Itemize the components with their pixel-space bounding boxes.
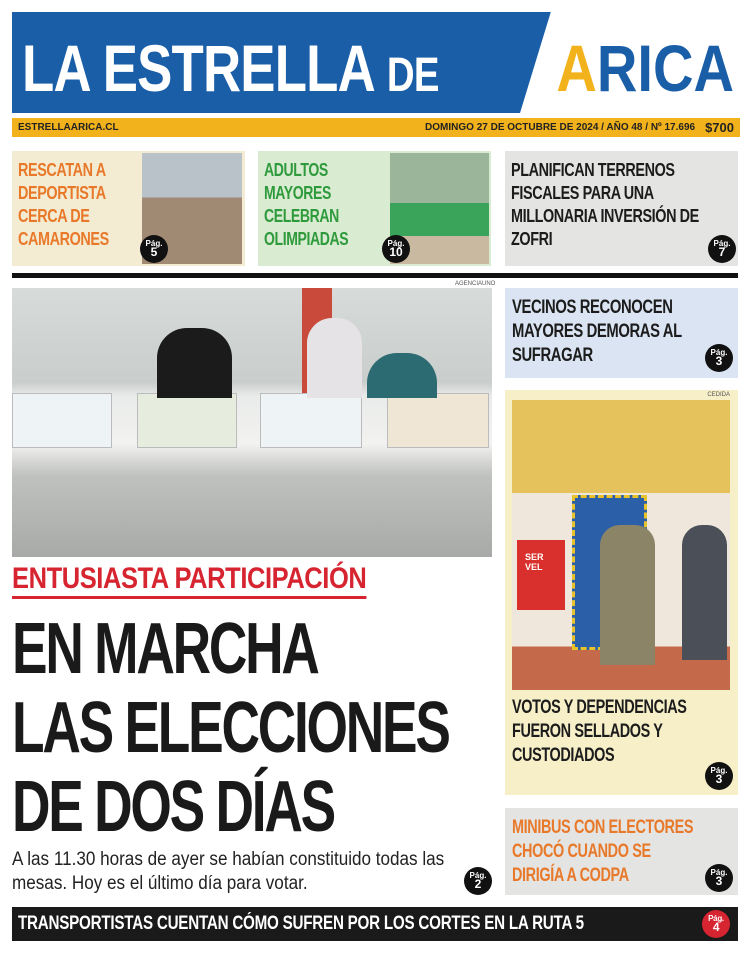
voting-photo	[12, 288, 492, 557]
page-badge: Pág. 10	[382, 235, 410, 263]
teaser-delays[interactable]	[505, 288, 738, 378]
teaser-headline: VOTOS Y DEPENDENCIAS FUERON SELLADOS Y CUSTODIADOS	[512, 697, 687, 766]
date-issue: DOMINGO 27 DE OCTUBRE DE 2024 / AÑO 48 / Nº 17.696	[425, 122, 696, 133]
teaser-rescue[interactable]	[12, 151, 245, 266]
logo-de: DE	[386, 49, 439, 102]
teaser-olympics[interactable]	[258, 151, 491, 266]
page-badge: Pág. 7	[708, 235, 736, 263]
servel-vest: SER VEL	[517, 540, 565, 610]
teaser-headline: VECINOS RECONOCEN MAYORES DEMORAS AL SUFRAGAR	[512, 297, 682, 366]
page-badge: Pág. 5	[140, 235, 168, 263]
photo-credit: CEDIDA	[707, 392, 730, 398]
page-badge: Pág. 2	[464, 867, 492, 895]
main-headline[interactable]: EN MARCHA LAS ELECCIONES DE DOS DÍAS	[12, 609, 449, 847]
page-badge: Pág. 3	[705, 762, 733, 790]
lead-text: A las 11.30 horas de ayer se habían constituido todas las mesas. Hoy es el último día para votar.	[12, 849, 445, 894]
page-badge: Pág. 3	[705, 864, 733, 892]
price: $700	[705, 120, 734, 135]
kicker: ENTUSIASTA PARTICIPACIÓN	[12, 562, 366, 599]
teaser-headline: PLANIFICAN TERRENOS FISCALES PARA UNA MILLONARIA INVERSIÓN DE ZOFRI	[511, 160, 699, 249]
page-badge: Pág. 4	[702, 910, 730, 938]
teaser-minibus[interactable]	[505, 808, 738, 895]
custody-photo	[512, 400, 730, 690]
logo-text: LA ESTRELLA	[22, 31, 374, 105]
teaser-zofri[interactable]	[505, 151, 738, 266]
divider	[12, 273, 738, 278]
teaser-headline: RESCATAN A DEPORTISTA CERCA DE CAMARONES	[18, 160, 109, 249]
masthead-logo	[12, 12, 740, 113]
logo-arica: ARICA	[556, 31, 734, 105]
footer-teaser[interactable]	[12, 907, 738, 941]
info-bar	[12, 118, 740, 137]
teaser-headline: ADULTOS MAYORES CELEBRAN OLIMPIADAS	[264, 160, 349, 249]
footer-headline: TRANSPORTISTAS CUENTAN CÓMO SUFREN POR LOS CORTES EN LA RUTA 5	[18, 913, 584, 934]
photo-credit: AGENCIAUNO	[455, 281, 496, 287]
website: ESTRELLAARICA.CL	[18, 122, 119, 133]
teaser-headline: MINIBUS CON ELECTORES CHOCÓ CUANDO SE DIRIGÍA A CODPA	[512, 817, 694, 886]
teaser-custody[interactable]	[505, 390, 738, 795]
page-badge: Pág. 3	[705, 344, 733, 372]
